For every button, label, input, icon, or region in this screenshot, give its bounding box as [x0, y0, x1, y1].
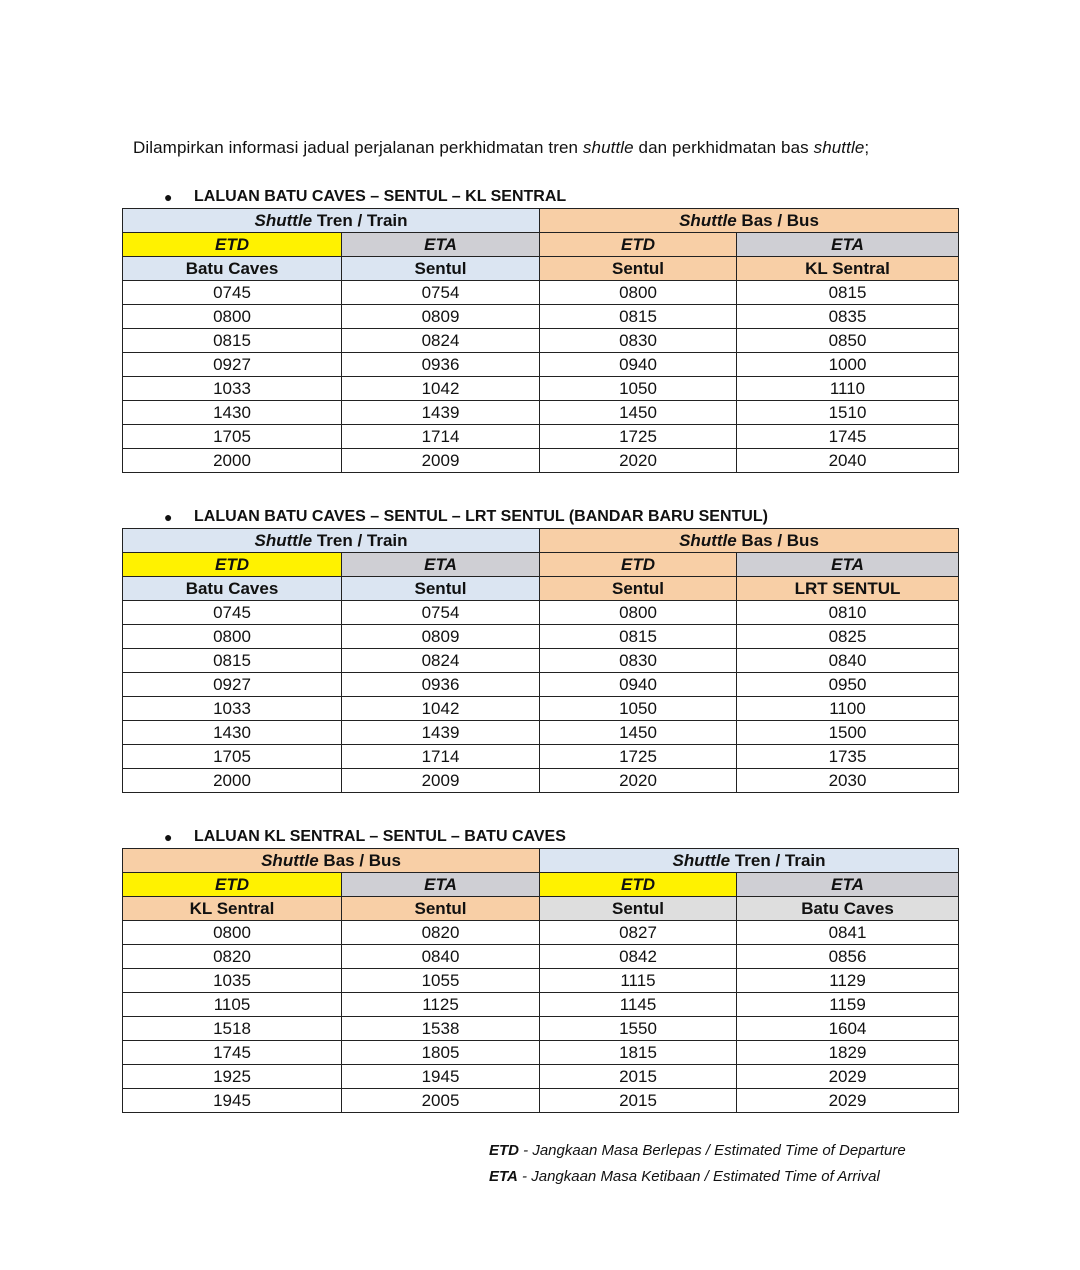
- time-cell: 1115: [540, 969, 737, 993]
- time-cell: 1550: [540, 1017, 737, 1041]
- time-cell: 0754: [342, 281, 540, 305]
- group-header-row: [123, 209, 959, 233]
- table-row: [123, 329, 959, 353]
- time-cell: 0809: [342, 305, 540, 329]
- station-header: Batu Caves: [737, 897, 959, 921]
- time-cell: 2029: [737, 1089, 959, 1113]
- time-cell: 0940: [540, 673, 737, 697]
- time-cell: 2030: [737, 769, 959, 793]
- time-cell: 0830: [540, 649, 737, 673]
- time-cell: 1050: [540, 377, 737, 401]
- time-cell: 0835: [737, 305, 959, 329]
- group-bus: Shuttle Bas / Bus: [540, 209, 959, 233]
- time-cell: 1714: [342, 745, 540, 769]
- time-cell: 1105: [123, 993, 342, 1017]
- time-cell: 1925: [123, 1065, 342, 1089]
- time-cell: 1510: [737, 401, 959, 425]
- time-cell: 1430: [123, 401, 342, 425]
- time-cell: 0830: [540, 329, 737, 353]
- time-cell: 0800: [123, 625, 342, 649]
- table-row: [123, 769, 959, 793]
- time-cell: 1829: [737, 1041, 959, 1065]
- time-cell: 0815: [123, 649, 342, 673]
- time-cell: 0850: [737, 329, 959, 353]
- table-row: [123, 1089, 959, 1113]
- table-row: [123, 673, 959, 697]
- table-row: [123, 449, 959, 473]
- time-cell: 1100: [737, 697, 959, 721]
- time-cell: 0927: [123, 673, 342, 697]
- time-cell: 1125: [342, 993, 540, 1017]
- time-cell: 2020: [540, 769, 737, 793]
- time-cell: 1705: [123, 745, 342, 769]
- time-cell: 2015: [540, 1065, 737, 1089]
- route-3-title: ● LALUAN KL SENTRAL – SENTUL – BATU CAVES: [122, 826, 958, 848]
- time-cell: 0824: [342, 329, 540, 353]
- time-cell: 0840: [342, 945, 540, 969]
- time-cell: 1145: [540, 993, 737, 1017]
- time-cell: 2005: [342, 1089, 540, 1113]
- time-cell: 0842: [540, 945, 737, 969]
- bullet-icon: ●: [164, 189, 173, 205]
- time-cell: 0745: [123, 281, 342, 305]
- time-cell: 0820: [342, 921, 540, 945]
- time-cell: 1110: [737, 377, 959, 401]
- station-header: Batu Caves: [123, 257, 342, 281]
- time-cell: 1042: [342, 697, 540, 721]
- time-cell: 0927: [123, 353, 342, 377]
- time-cell: 1745: [123, 1041, 342, 1065]
- etd-header: ETD: [540, 553, 737, 577]
- time-cell: 0800: [540, 601, 737, 625]
- time-cell: 1725: [540, 745, 737, 769]
- time-cell: 1714: [342, 425, 540, 449]
- bullet-icon: ●: [164, 829, 173, 845]
- group-train: Shuttle Tren / Train: [123, 209, 540, 233]
- time-cell: 0800: [123, 305, 342, 329]
- table-row: [123, 305, 959, 329]
- time-cell: 0815: [123, 329, 342, 353]
- time-cell: 2000: [123, 769, 342, 793]
- table-row: [123, 425, 959, 449]
- group-bus: Shuttle Bas / Bus: [123, 849, 540, 873]
- time-cell: 0800: [123, 921, 342, 945]
- etd-header: ETD: [540, 233, 737, 257]
- time-cell: 1745: [737, 425, 959, 449]
- time-cell: 1050: [540, 697, 737, 721]
- group-train: Shuttle Tren / Train: [540, 849, 959, 873]
- time-cell: 1159: [737, 993, 959, 1017]
- etd-header: ETD: [123, 233, 342, 257]
- time-cell: 1439: [342, 401, 540, 425]
- time-cell: 0841: [737, 921, 959, 945]
- table-row: [123, 969, 959, 993]
- time-cell: 0810: [737, 601, 959, 625]
- time-cell: 2029: [737, 1065, 959, 1089]
- eta-header: ETA: [342, 233, 540, 257]
- eta-header: ETA: [737, 233, 959, 257]
- station-header: Sentul: [342, 897, 540, 921]
- time-cell: 0800: [540, 281, 737, 305]
- route-1-section: [122, 186, 958, 473]
- time-cell: 1735: [737, 745, 959, 769]
- route-2-table: [122, 528, 959, 793]
- time-cell: 2020: [540, 449, 737, 473]
- time-cell: 0815: [540, 625, 737, 649]
- station-header: Batu Caves: [123, 577, 342, 601]
- legend-eta: ETA - Jangkaan Masa Ketibaan / Estimated Time of Arrival: [489, 1168, 880, 1185]
- etd-header: ETD: [123, 553, 342, 577]
- station-row: [123, 897, 959, 921]
- station-row: [123, 577, 959, 601]
- table-row: [123, 697, 959, 721]
- etd-eta-row: [123, 233, 959, 257]
- time-cell: 0936: [342, 353, 540, 377]
- time-cell: 1033: [123, 377, 342, 401]
- table-row: [123, 625, 959, 649]
- time-cell: 1430: [123, 721, 342, 745]
- eta-header: ETA: [737, 553, 959, 577]
- group-bus: Shuttle Bas / Bus: [540, 529, 959, 553]
- legend-etd: ETD - Jangkaan Masa Berlepas / Estimated Time of Departure: [489, 1142, 906, 1159]
- time-cell: 1945: [342, 1065, 540, 1089]
- time-cell: 0824: [342, 649, 540, 673]
- time-cell: 0820: [123, 945, 342, 969]
- station-header: Sentul: [342, 257, 540, 281]
- route-3-section: [122, 826, 958, 1113]
- time-cell: 0745: [123, 601, 342, 625]
- table-row: [123, 921, 959, 945]
- table-row: [123, 993, 959, 1017]
- time-cell: 2000: [123, 449, 342, 473]
- etd-eta-row: [123, 873, 959, 897]
- etd-eta-row: [123, 553, 959, 577]
- time-cell: 1500: [737, 721, 959, 745]
- bullet-icon: ●: [164, 509, 173, 525]
- station-row: [123, 257, 959, 281]
- time-cell: 0827: [540, 921, 737, 945]
- time-cell: 1945: [123, 1089, 342, 1113]
- time-cell: 0936: [342, 673, 540, 697]
- time-cell: 1518: [123, 1017, 342, 1041]
- time-cell: 1815: [540, 1041, 737, 1065]
- table-row: [123, 601, 959, 625]
- time-cell: 1055: [342, 969, 540, 993]
- time-cell: 0815: [540, 305, 737, 329]
- table-row: [123, 377, 959, 401]
- station-header: Sentul: [540, 897, 737, 921]
- table-row: [123, 945, 959, 969]
- etd-header: ETD: [540, 873, 737, 897]
- time-cell: 2040: [737, 449, 959, 473]
- time-cell: 1035: [123, 969, 342, 993]
- eta-header: ETA: [342, 553, 540, 577]
- table-row: [123, 721, 959, 745]
- station-header: LRT SENTUL: [737, 577, 959, 601]
- time-cell: 1129: [737, 969, 959, 993]
- time-cell: 0815: [737, 281, 959, 305]
- table-row: [123, 745, 959, 769]
- time-cell: 2009: [342, 769, 540, 793]
- time-cell: 0856: [737, 945, 959, 969]
- table-row: [123, 401, 959, 425]
- group-train: Shuttle Tren / Train: [123, 529, 540, 553]
- table-row: [123, 281, 959, 305]
- time-cell: 1033: [123, 697, 342, 721]
- eta-header: ETA: [737, 873, 959, 897]
- route-2-section: [122, 506, 958, 793]
- time-cell: 0840: [737, 649, 959, 673]
- station-header: KL Sentral: [737, 257, 959, 281]
- time-cell: 0754: [342, 601, 540, 625]
- group-header-row: [123, 849, 959, 873]
- route-1-title: ● LALUAN BATU CAVES – SENTUL – KL SENTRAL: [122, 186, 958, 208]
- intro-text: Dilampirkan informasi jadual perjalanan perkhidmatan tren shuttle dan perkhidmatan bas shuttle;: [133, 138, 870, 157]
- table-row: [123, 1065, 959, 1089]
- etd-header: ETD: [123, 873, 342, 897]
- time-cell: 0809: [342, 625, 540, 649]
- station-header: KL Sentral: [123, 897, 342, 921]
- table-row: [123, 353, 959, 377]
- table-row: [123, 1017, 959, 1041]
- time-cell: 1805: [342, 1041, 540, 1065]
- time-cell: 2009: [342, 449, 540, 473]
- time-cell: 1705: [123, 425, 342, 449]
- time-cell: 2015: [540, 1089, 737, 1113]
- time-cell: 1604: [737, 1017, 959, 1041]
- time-cell: 1439: [342, 721, 540, 745]
- station-header: Sentul: [540, 577, 737, 601]
- station-header: Sentul: [342, 577, 540, 601]
- time-cell: 0825: [737, 625, 959, 649]
- route-3-table: [122, 848, 959, 1113]
- time-cell: 1725: [540, 425, 737, 449]
- station-header: Sentul: [540, 257, 737, 281]
- time-cell: 1450: [540, 721, 737, 745]
- eta-header: ETA: [342, 873, 540, 897]
- time-cell: 0950: [737, 673, 959, 697]
- table-row: [123, 1041, 959, 1065]
- time-cell: 1042: [342, 377, 540, 401]
- time-cell: 1000: [737, 353, 959, 377]
- time-cell: 0940: [540, 353, 737, 377]
- time-cell: 1450: [540, 401, 737, 425]
- route-2-title: ● LALUAN BATU CAVES – SENTUL – LRT SENTUL (BANDAR BARU SENTUL): [122, 506, 958, 528]
- group-header-row: [123, 529, 959, 553]
- table-row: [123, 649, 959, 673]
- route-1-table: [122, 208, 959, 473]
- time-cell: 1538: [342, 1017, 540, 1041]
